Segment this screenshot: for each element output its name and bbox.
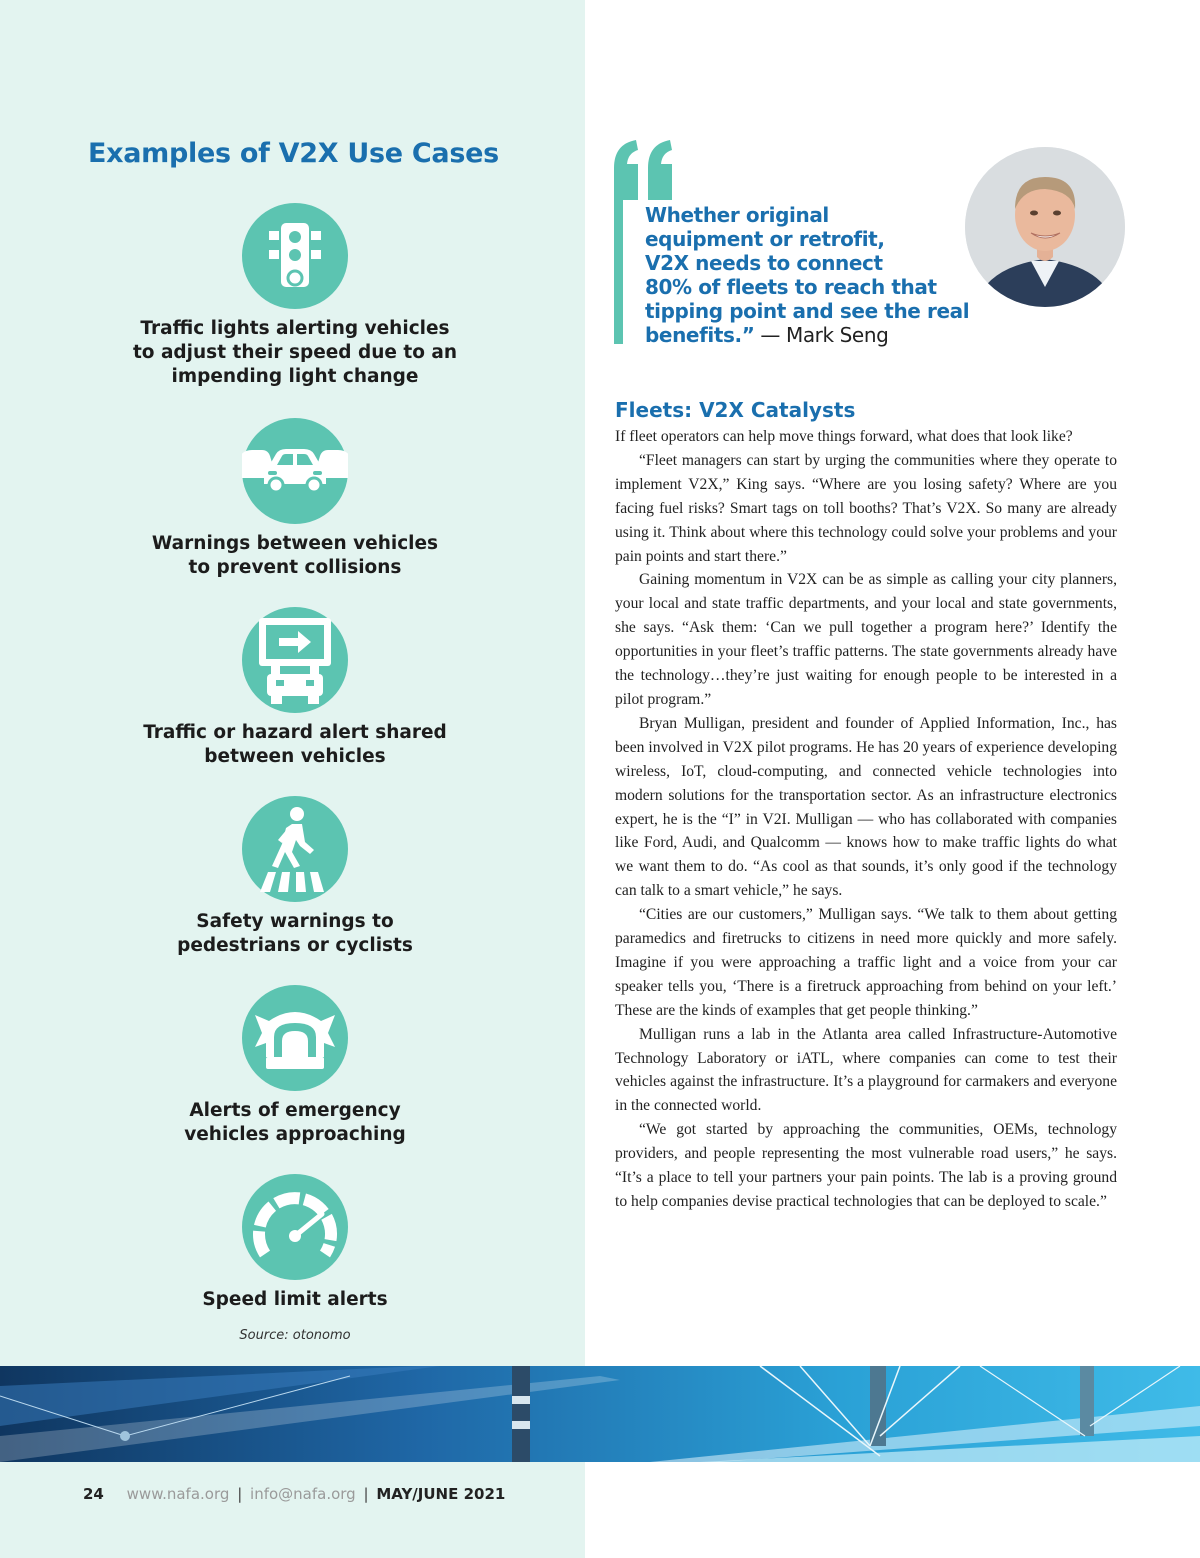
vehicles-icon [242,418,348,524]
author-portrait [965,147,1125,307]
footer-separator: | [237,1485,243,1503]
article-paragraph: If fleet operators can help move things forward, what does that look like? [615,428,1073,445]
use-case-label: Traffic lights alerting vehicles to adjust their speed due to an impending light change [132,318,458,387]
use-case-vehicle-warnings [95,418,495,580]
pedestrian-icon [242,796,348,902]
article-paragraph: Mulligan runs a lab in the Atlanta area called Infrastructure-Automotive Technology Laboratory or iATL, where companies can come to test their vehicles against the infrastructure. It’s a playground for carmakers and everyone in the connected world. [615,1025,1117,1115]
hazard-sign-icon [242,607,348,713]
use-case-traffic-lights [95,203,495,389]
article-paragraph: “Fleet managers can start by urging the communities where they operate to implement V2X,” King says. “Where are you losing safety? Where are you facing fuel risks? Smart tags on toll booths? That’s V2X. So many are already using it. Think about where this technology could solve your problems and your pain points and start there.” [615,451,1117,565]
article-paragraph: “Cities are our customers,” Mulligan says. “We talk to them about getting paramedics and firetrucks to citizens in need more quickly and more safely. Imagine if you were approaching a traffic light and a voice from your car speaker tells you, ‘There is a firetruck approaching from behind on your left.’ These are the kinds of examples that get people thinking.” [615,906,1117,1019]
article-paragraph: “We got started by approaching the communities, OEMs, technology providers, and people representing the most vulnerable road users,” he says. “It’s a place to tell your partners your pain points. The lab is a proving ground to help companies devise practical technologies that can be deployed to scale.” [615,1121,1117,1210]
quote-mark-icon [612,138,682,202]
pull-quote: Whether original equipment or retrofit, V2X needs to connect 80% of fleets to reach that tipping point and see the real benefits.” — Mark Seng [645,203,970,347]
page-number: 24 [83,1485,104,1503]
bridge-banner-image [0,1366,1200,1462]
footer-email-link[interactable]: info@nafa.org [250,1485,356,1503]
issue-date: MAY/JUNE 2021 [376,1485,506,1503]
use-case-label: Alerts of emergency vehicles approaching [184,1100,406,1145]
footer-separator: | [363,1485,369,1503]
article-paragraph: Gaining momentum in V2X can be as simple as calling your city planners, your local and state traffic departments, and your local and state governments, she says. “Ask them: ‘Can we pull together a program here?’ Identify the opportunities in your fleet’s traffic patterns. The state governments already have the technology…they’re just waiting for enough people to be interested in a pilot program.” [615,571,1117,708]
use-case-pedestrian-safety [95,796,495,958]
page-footer [83,1485,505,1503]
use-case-label: Traffic or hazard alert shared between vehicles [143,722,447,767]
use-case-label: Speed limit alerts [202,1289,388,1310]
quote-author: — Mark Seng [754,323,889,347]
use-case-hazard-alert [95,607,495,769]
use-case-label: Warnings between vehicles to prevent collisions [151,533,439,578]
emergency-light-icon [242,985,348,1091]
quote-accent-bar [614,196,623,344]
article-body [615,425,1117,1214]
article-heading: Fleets: V2X Catalysts [615,398,856,422]
sidebar-title: Examples of V2X Use Cases [88,138,499,169]
use-case-speed-limit [95,1174,495,1312]
use-case-label: Safety warnings to pedestrians or cyclists [177,911,413,956]
traffic-light-icon [242,203,348,309]
source-note: Source: otonomo [239,1328,351,1343]
article-paragraph: Bryan Mulligan, president and founder of Applied Information, Inc., has been involved in V2X pilot programs. He has 20 years of experience developing wireless, IoT, cloud-computing, and connected vehicle technologies into modern solutions for the transportation sector. As an infrastructure electronics expert, he is the “I” in V2I. Mulligan — who has collaborated with companies like Ford, Audi, and Qualcomm — knows how to make traffic lights do what we want them to do. “As cool as that sounds, it’s only good if the technology can talk to a smart vehicle,” he says. [615,714,1117,900]
speedometer-icon [242,1174,348,1280]
footer-website-link[interactable]: www.nafa.org [126,1485,230,1503]
use-case-emergency-vehicles [95,985,495,1147]
